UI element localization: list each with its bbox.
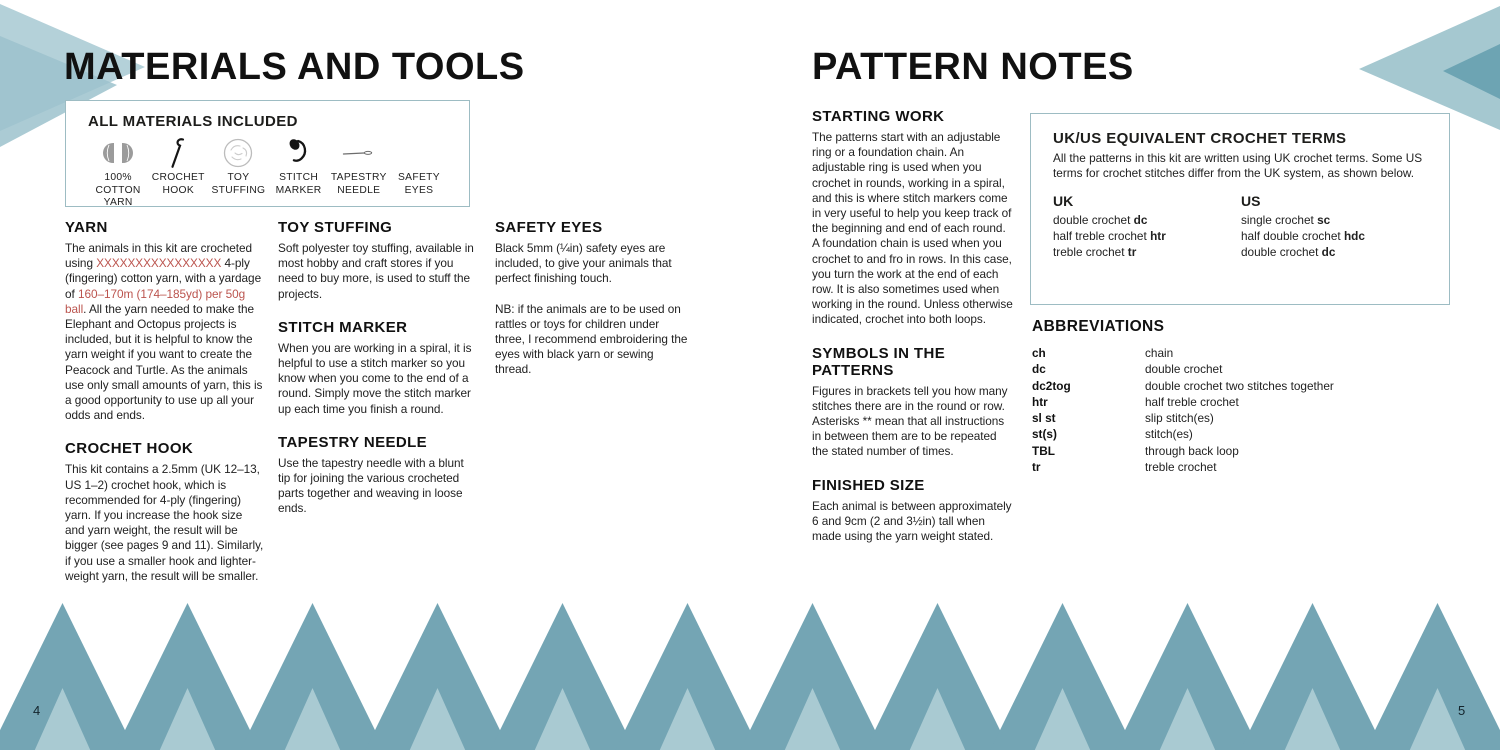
abbreviations-block [1032,318,1462,475]
page-number-right: 5 [1458,703,1466,718]
yarn-placeholder-text: XXXXXXXXXXXXXXXX [96,256,222,271]
term-text: treble crochet [1053,245,1128,260]
page-title-pattern-notes: PATTERN NOTES [812,46,1134,88]
material-label: STITCH MARKER [275,172,322,196]
uk-term-row [1053,228,1241,244]
materials-included-box [65,100,470,207]
section-symbols [812,345,1014,460]
term-text: single crochet [1241,213,1318,228]
abbreviation-row [1032,410,1462,426]
safety-eyes-icon-slot [389,136,449,170]
section-body: Soft polyester toy stuffing, available in most hobby and craft stores if you need to buy more, is used to stuff the projects. [278,241,474,301]
abbr: htr [1032,394,1048,409]
uk-term-row [1053,244,1241,260]
uk-term-row [1053,212,1241,228]
section-body: The patterns start with an adjustable ring or a foundation chain. An adjustable ring is used when you crochet in rounds, working in a spiral, and this is where stitch markers come in very useful to help you keep track of the beginning and end of each round. A foundation chain is used when you crochet to and fro in rows. In this case, you turn the work at the end of each row. It is also sometimes used when working in the round. Unless otherwise indicated, crochet into both loops. [812,130,1013,327]
term-text: half double crochet [1241,229,1344,244]
material-label: CROCHET HOOK [151,172,205,196]
uk-us-terms-box [1030,113,1450,305]
terms-box-title: UK/US EQUIVALENT CROCHET TERMS [1053,130,1347,147]
section-toy-stuffing [278,219,478,302]
abbreviation-row [1032,426,1462,442]
section-stitch-marker [278,319,478,417]
term-text: half treble crochet [1053,229,1151,244]
section-heading: CROCHET HOOK [65,440,194,458]
abbr: st(s) [1032,427,1057,442]
material-label: TOY STUFFING [211,172,266,196]
section-heading: SYMBOLS IN THE PATTERNS [812,344,946,379]
term-abbr: hdc [1343,229,1365,244]
term-abbr: sc [1317,213,1331,228]
materials-box-title: ALL MATERIALS INCLUDED [88,113,298,130]
abbreviation-row [1032,459,1462,475]
section-heading: STITCH MARKER [278,318,408,336]
section-heading: TAPESTRY NEEDLE [278,433,428,451]
material-item-crochet-hook [148,136,208,197]
yarn-text-part: . All the yarn needed to make the Elephant and Octopus projects is included, but it is helpful to know the yarn weight if you want to create the Peacock and Turtle. As the animals use only small amounts of yarn, this is a good opportunity to use up all your odds and ends. [65,301,263,423]
section-body: Figures in brackets tell you how many stitches there are in the round or row. Asterisks ** mean that all instructions in between them are to be repeated the stated number of times. [812,383,1008,459]
us-term-row [1241,212,1429,228]
material-label: TAPESTRY NEEDLE [330,172,387,196]
terms-columns [1053,193,1429,260]
right-column-1 [812,108,1014,561]
abbr-meaning: half treble crochet [1145,394,1239,409]
crochet-hook-icon [160,136,196,170]
section-heading: SAFETY EYES [495,219,603,236]
abbr: sl st [1032,411,1056,426]
section-body: When you are working in a spiral, it is helpful to use a stitch marker so you know when you come to the end of a round. Simply move the stitch marker up each time you finish a round. [278,340,472,416]
abbreviations-title: ABBREVIATIONS [1032,318,1165,335]
abbreviation-row [1032,361,1462,377]
us-column-header: US [1241,193,1261,210]
us-terms-column [1241,193,1429,260]
abbr: ch [1032,346,1046,360]
section-heading: STARTING WORK [812,108,945,125]
tapestry-needle-icon [341,136,377,170]
term-abbr: htr [1150,229,1166,244]
section-yarn [65,219,265,423]
abbr-meaning: treble crochet [1145,460,1217,475]
material-label: 100% COTTON YARN [95,172,141,208]
uk-terms-column [1053,193,1241,260]
us-term-row [1241,244,1429,260]
left-column-1 [65,219,265,601]
stitch-marker-icon [281,136,317,170]
section-finished-size [812,477,1014,545]
abbreviation-row [1032,378,1462,394]
yarn-text-part: 4-ply (fingering) cotton yarn, with a yardage of [65,256,262,301]
section-body: This kit contains a 2.5mm (UK 12–13, US 1–2) crochet hook, which is recommended for 4-ply (fingering) yarn. If you increase the hook size and yarn weight, the result will be bigger (see pages 9 and 11). Similarly, if you use a smaller hook and lighter-weight yarn, the result will be smaller. [65,462,264,583]
section-body: Black 5mm (¼in) safety eyes are included, to give your animals that perfect finishing touch. [495,241,672,286]
left-column-3 [495,219,690,395]
page-number-left: 4 [33,703,41,718]
toy-stuffing-icon [220,136,256,170]
abbr-meaning: double crochet two stitches together [1145,378,1334,393]
abbr-meaning: stitch(es) [1145,427,1193,442]
materials-items-row [88,136,449,210]
material-item-safety-eyes [389,136,449,197]
abbreviation-row [1032,394,1462,410]
terms-box-intro: All the patterns in this kit are written using UK crochet terms. Some US terms for crochet stitches differ from the UK system, as shown below. [1053,151,1423,181]
abbr-meaning: chain [1145,346,1174,360]
left-column-2 [278,219,478,534]
yarn-text-part: The animals in this kit are crocheted using [65,241,252,271]
section-tapestry-needle [278,434,478,517]
abbr: dc [1032,362,1046,377]
material-item-cotton-yarn [88,136,148,210]
section-crochet-hook [65,440,265,584]
section-heading: TOY STUFFING [278,219,393,236]
material-label: SAFETY EYES [398,172,440,196]
abbr: TBL [1032,443,1055,458]
abbr: tr [1032,460,1041,475]
material-item-tapestry-needle [329,136,389,197]
section-body: Use the tapestry needle with a blunt tip for joining the various crocheted parts together and weaving in loose ends. [278,455,464,516]
abbr-meaning: through back loop [1145,443,1239,458]
page-title-materials-and-tools: MATERIALS AND TOOLS [64,46,525,88]
section-heading: FINISHED SIZE [812,476,925,494]
section-body [65,241,265,423]
term-abbr: dc [1321,245,1336,260]
term-abbr: tr [1127,245,1137,260]
safety-eyes-note: NB: if the animals are to be used on rattles or toys for children under three, I recommend embroidering the eyes with black yarn or sewing thread. [495,301,688,377]
bottom-zigzag-border [0,590,1500,750]
term-text: double crochet [1241,245,1322,260]
yarn-yardage-text: 160–170m (174–185yd) per 50g ball [65,286,246,316]
yarn-ball-icon [100,138,136,168]
abbreviation-row [1032,345,1462,361]
abbr-meaning: double crochet [1145,362,1223,377]
section-body: Each animal is between approximately 6 and 9cm (2 and 3½in) tall when made using the yarn weight stated. [812,498,1012,544]
abbr-meaning: slip stitch(es) [1145,411,1214,426]
section-starting-work [812,108,1014,328]
material-item-toy-stuffing [208,136,268,197]
term-text: double crochet [1053,213,1134,228]
uk-column-header: UK [1053,193,1074,210]
section-safety-eyes [495,219,690,378]
section-heading: YARN [65,219,108,236]
us-term-row [1241,228,1429,244]
material-item-stitch-marker [269,136,329,197]
abbr: dc2tog [1032,378,1071,393]
term-abbr: dc [1133,213,1148,228]
abbreviation-row [1032,443,1462,459]
